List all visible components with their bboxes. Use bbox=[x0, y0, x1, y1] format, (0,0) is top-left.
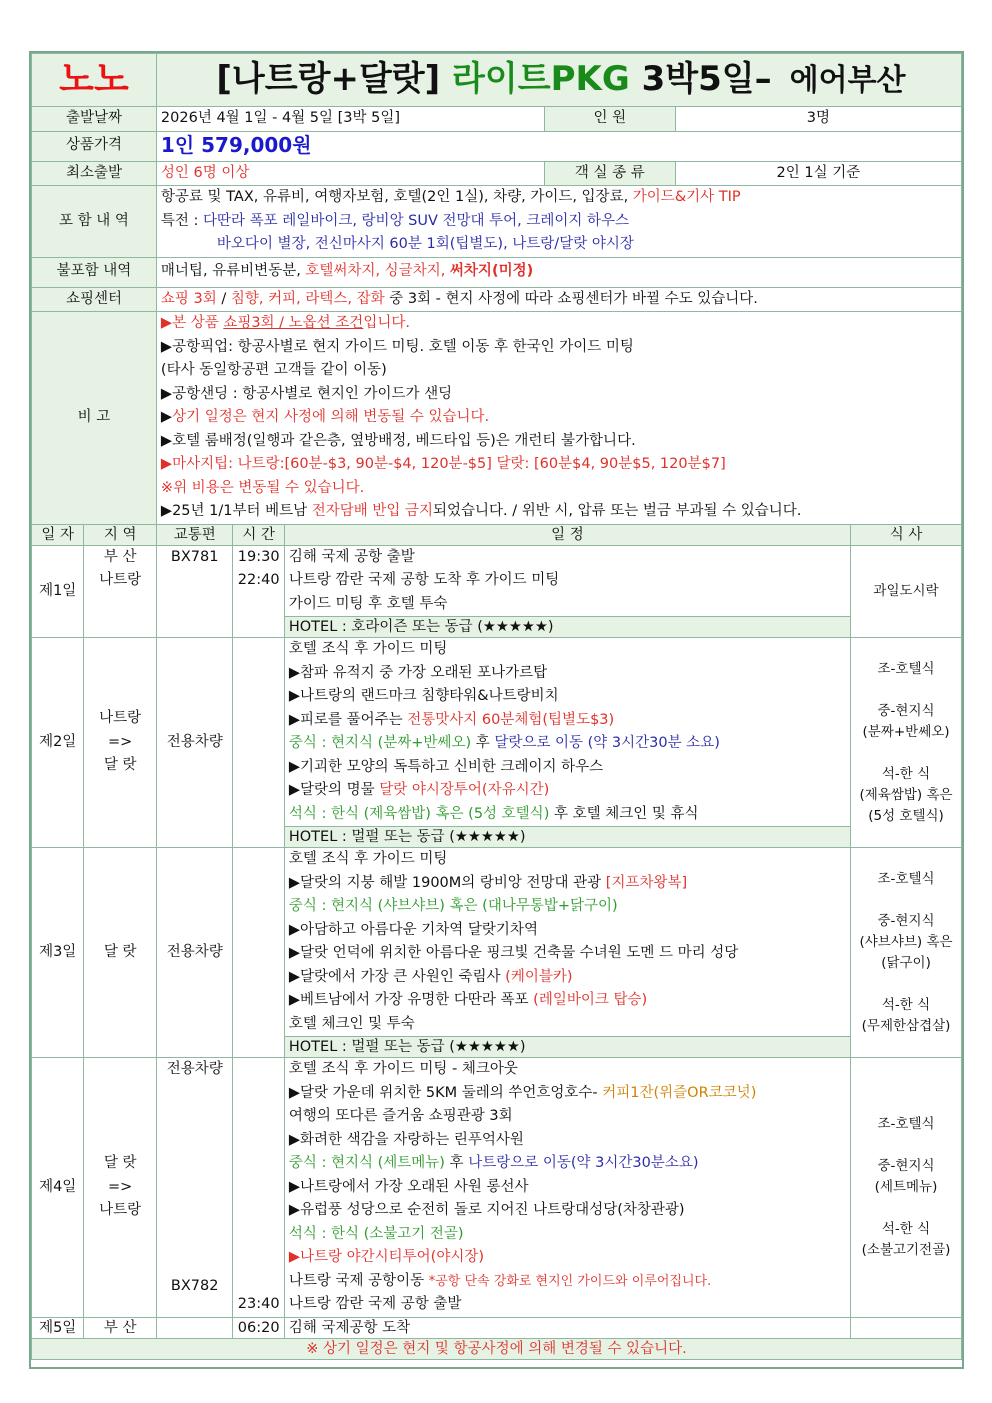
exclude-label: 불포함 내역 bbox=[32, 257, 157, 287]
day1-meal: 과일도시락 bbox=[851, 545, 962, 638]
day2-itinerary: 호텔 조식 후 가이드 미팅 ▶참파 유적지 중 가장 오래된 포나가르탑 ▶나트랑의 랜드마크 침향타워&나트랑비치 ▶피로를 풀어주는 전통맛사지 60분체험(팁별도$3) 중식 : 현지식 (분짜+반쎄오) 후 달랏으로 이동 (약 3시간30분 소요) ▶기괴한 모양의 독특하고 신비한 크레이지 하우스 ▶달랏의 명물 달랏 야시장투어(자유시간) 석식 : 한식 (제육쌈밥) 혹은 (5성 호텔식) 후 호텔 체크인 및 휴식 bbox=[284, 638, 850, 827]
col-region: 지 역 bbox=[84, 524, 157, 545]
day5-transport bbox=[156, 1317, 233, 1338]
departure-row bbox=[32, 107, 962, 132]
note-7: ▶마사지팁: 나트랑:[60분-$3, 90분-$4, 120분-$5] 달랏: [60분$4, 90분$5, 120분$7] bbox=[160, 456, 726, 472]
price-row bbox=[32, 131, 962, 161]
day3-meal: 조-호텔식 중-현지식 (샤브샤브) 혹은 (닭구이) 석-한 식 (무제한삼겹살) bbox=[851, 848, 962, 1058]
include-content bbox=[156, 186, 961, 258]
day3-hotel: HOTEL : 멀펄 또는 동급 (★★★★★) bbox=[284, 1037, 850, 1058]
day3-time bbox=[233, 848, 284, 1058]
min-label: 최소출발 bbox=[32, 161, 157, 186]
day2-hotel: HOTEL : 멀펄 또는 동급 (★★★★★) bbox=[284, 827, 850, 848]
col-itinerary: 일 정 bbox=[284, 524, 850, 545]
people-value: 3명 bbox=[675, 107, 961, 132]
exclude-row bbox=[32, 257, 962, 287]
schedule-header bbox=[32, 524, 962, 545]
col-time: 시 간 bbox=[233, 524, 284, 545]
note-3: (타사 동일항공편 고객들 같이 이동) bbox=[160, 362, 387, 378]
notes-content bbox=[156, 312, 961, 525]
day3-itinerary: 호텔 조식 후 가이드 미팅 ▶달랏의 지붕 해발 1900M의 랑비앙 전망대 관광 [지프차왕복] 중식 : 현지식 (샤브샤브) 혹은 (대나무통밥+닭구이) ▶아담하고 아름다운 기차역 달랏기차역 ▶달랏 언덕에 위치한 아름다운 핑크빛 건축물 수녀원 도멘 드 마리 성당 ▶달랏에서 가장 큰 사원인 죽림사 (케이블카) ▶베트남에서 가장 유명한 다딴라 폭포 (레일바이크 탑승) 호텔 체크인 및 투숙 bbox=[284, 848, 850, 1037]
day1-row bbox=[32, 545, 962, 617]
day3-row bbox=[32, 848, 962, 1037]
day2-label: 제2일 bbox=[32, 638, 84, 848]
note-9: ▶25년 1/1부터 베트남 전자담배 반입 금지되었습니다. / 위반 시, 압류 또는 벌금 부과될 수 있습니다. bbox=[160, 503, 802, 519]
col-transport: 교통편 bbox=[156, 524, 233, 545]
day4-itinerary: 호텔 조식 후 가이드 미팅 - 체크아웃 ▶달랏 가운데 위치한 5KM 둘레의 쑤언흐엉호수- 커피1잔(위즐OR코코넛) 여행의 또다른 즐거움 쇼핑관광 3회 ▶화려한 색감을 자랑하는 린푸억사원 중식 : 현지식 (세트메뉴) 후 나트랑으로 이동(약 3시간30분소요) ▶나트랑에서 가장 오래된 사원 롱선사 ▶유럽풍 성당으로 순전히 돌로 지어진 나트랑대성당(차창관광) 석식 : 한식 (소불고기 전골) ▶나트랑 야간시티투어(야시장) 나트랑 국제 공항이동 *공항 단속 강화로 현지인 가이드와 이루어집니다. 나트랑 깜란 국제 공항 출발 bbox=[284, 1058, 850, 1318]
include-line-1: 항공료 및 TAX, 유류비, 여행자보험, 호텔(2인 1실), 차량, 가이드, 입장료, 가이드&기사 TIP bbox=[160, 189, 741, 205]
day1-flight: BX781 bbox=[156, 545, 233, 638]
title-row bbox=[32, 54, 962, 107]
day5-meal bbox=[851, 1317, 962, 1338]
day1-hotel: HOTEL : 호라이즌 또는 동급 (★★★★★) bbox=[284, 617, 850, 638]
day2-region: 나트랑 => 달 랏 bbox=[84, 638, 157, 848]
col-meal: 식 사 bbox=[851, 524, 962, 545]
day5-time: 06:20 bbox=[233, 1317, 284, 1338]
shop-content: 쇼핑 3회 / 침향, 커피, 라텍스, 잡화 중 3회 - 현지 사정에 따라 쇼핑센터가 바뀔 수도 있습니다. bbox=[156, 287, 961, 312]
departure-label: 출발날짜 bbox=[32, 107, 157, 132]
day4-transport: 전용차량 BX782 bbox=[156, 1058, 233, 1318]
itinerary-document bbox=[29, 51, 964, 1369]
note-1: ▶본 상품 쇼핑3회 / 노옵션 조건입니다. bbox=[160, 315, 410, 331]
itinerary-table bbox=[31, 53, 962, 1360]
day2-row bbox=[32, 638, 962, 827]
day2-transport: 전용차량 bbox=[156, 638, 233, 848]
day4-region: 달 랏 => 나트랑 bbox=[84, 1058, 157, 1318]
include-line-3: 바오다이 별장, 전신마사지 60분 1회(팁별도), 나트랑/달랏 야시장 bbox=[216, 236, 634, 252]
day4-label: 제4일 bbox=[32, 1058, 84, 1318]
note-6: ▶호텔 룸배정(일행과 같은층, 옆방배정, 베드타입 등)은 개런티 불가합니다. bbox=[160, 432, 636, 449]
note-8: ※위 비용은 변동될 수 있습니다. bbox=[160, 479, 365, 496]
note-5: ▶상기 일정은 현지 사정에 의해 변동될 수 있습니다. bbox=[160, 409, 490, 425]
day4-time: 23:40 bbox=[233, 1058, 284, 1318]
day3-label: 제3일 bbox=[32, 848, 84, 1058]
footer-row bbox=[32, 1338, 962, 1359]
shop-row bbox=[32, 287, 962, 312]
room-value: 2인 1실 기준 bbox=[675, 161, 961, 186]
day4-meal: 조-호텔식 중-현지식 (세트메뉴) 석-한 식 (소불고기전골) bbox=[851, 1058, 962, 1318]
day4-row bbox=[32, 1058, 962, 1318]
col-day: 일 자 bbox=[32, 524, 84, 545]
day4-flight: BX782 bbox=[170, 1277, 219, 1294]
day1-time: 19:30 22:40 bbox=[233, 545, 284, 638]
include-line-2: 특전 : 다딴라 폭포 레일바이크, 랑비앙 SUV 전망대 투어, 크레이지 하우스 bbox=[160, 212, 630, 229]
brand-logo: 노노 bbox=[32, 54, 157, 107]
day5-itinerary: 김해 국제공항 도착 bbox=[284, 1317, 850, 1338]
exclude-content: 매너팁, 유류비변동분, 호텔써차지, 싱글차지, 써차지(미정) bbox=[156, 257, 961, 287]
day2-time bbox=[233, 638, 284, 848]
people-label: 인 원 bbox=[544, 107, 675, 132]
day5-row bbox=[32, 1317, 962, 1338]
price-label: 상품가격 bbox=[32, 131, 157, 161]
page-title: [나트랑+달랏] 라이트PKG 3박5일– 에어부산 bbox=[156, 54, 961, 107]
note-2: ▶공항픽업: 항공사별로 현지 가이드 미팅. 호텔 이동 후 한국인 가이드 미팅 bbox=[160, 338, 634, 355]
notes-row bbox=[32, 312, 962, 525]
min-row bbox=[32, 161, 962, 186]
day5-label: 제5일 bbox=[32, 1317, 84, 1338]
include-row bbox=[32, 186, 962, 258]
room-label: 객 실 종 류 bbox=[544, 161, 675, 186]
notes-label: 비 고 bbox=[32, 312, 157, 525]
day3-region: 달 랏 bbox=[84, 848, 157, 1058]
footer-notice: ※ 상기 일정은 현지 및 항공사정에 의해 변경될 수 있습니다. bbox=[32, 1338, 962, 1359]
day2-meal: 조-호텔식 중-현지식 (분짜+반쎄오) 석-한 식 (제육쌈밥) 혹은 (5성 호텔식) bbox=[851, 638, 962, 848]
min-value: 성인 6명 이상 bbox=[156, 161, 544, 186]
day1-region: 부 산 나트랑 bbox=[84, 545, 157, 638]
day1-label: 제1일 bbox=[32, 545, 84, 638]
day1-itinerary: 김해 국제 공항 출발 나트랑 깜란 국제 공항 도착 후 가이드 미팅 가이드 미팅 후 호텔 투숙 bbox=[284, 545, 850, 617]
include-label: 포 함 내 역 bbox=[32, 186, 157, 258]
departure-value: 2026년 4월 1일 - 4월 5일 [3박 5일] bbox=[156, 107, 544, 132]
day3-transport: 전용차량 bbox=[156, 848, 233, 1058]
shop-label: 쇼핑센터 bbox=[32, 287, 157, 312]
price-value: 1인 579,000원 bbox=[156, 131, 961, 161]
note-4: ▶공항샌딩 : 항공사별로 현지인 가이드가 샌딩 bbox=[160, 385, 453, 402]
day5-region: 부 산 bbox=[84, 1317, 157, 1338]
